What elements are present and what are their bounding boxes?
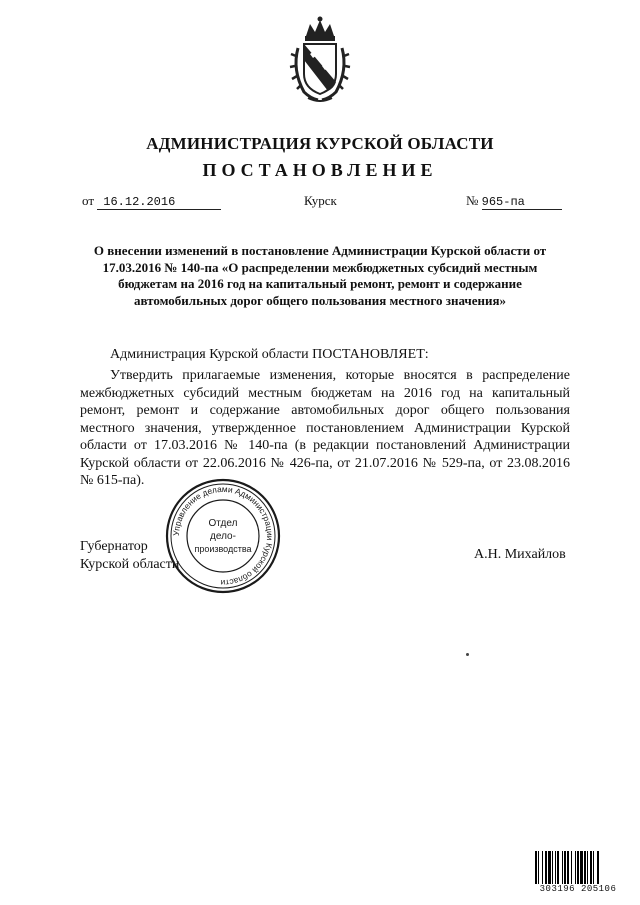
decree-paragraph: Утвердить прилагаемые изменения, которые вносятся в распределение межбюджетных субсидий местным бюджетам на 2016 год на капитальный ремонт, ремонт и содержание автомобильных дорог общего пользования местного значения, утвержденное постановлением Администрации Курской области от 17.03.2016 № 140-па (в редакции постановлений Администрации Курской области от 22.06.2016 № 426-па, от 21.07.2016 № 529-па, от 23.08.2016 № 615-па). xyxy=(80,368,570,488)
date-value: 16.12.2016 xyxy=(97,195,221,210)
organization-heading: АДМИНИСТРАЦИЯ КУРСКОЙ ОБЛАСТИ xyxy=(146,134,494,153)
barcode-bar xyxy=(580,851,583,885)
stamp-line-3: производства xyxy=(194,544,252,554)
barcode-bar xyxy=(564,851,566,885)
barcode-bar xyxy=(575,851,576,885)
barcode-bar xyxy=(584,851,586,885)
barcode-bar xyxy=(593,851,594,885)
barcode-bar xyxy=(577,851,579,885)
signatory-name: А.Н. Михайлов xyxy=(474,547,566,562)
date-prefix: от xyxy=(82,193,95,208)
barcode-bar xyxy=(542,851,543,885)
barcode-bar xyxy=(571,851,572,885)
barcode-bar xyxy=(562,851,563,885)
document-title: О внесении изменений в постановление Администрации Курской области от 17.03.2016 № 140-па «О распределении межбюджетных субсидий местным бюджетам на 2016 год на капитальный ремонт, ремонт и содержание автомобильных дорог общего пользования местного значения» xyxy=(93,243,547,308)
barcode-bar xyxy=(545,851,547,885)
city-name: Курск xyxy=(304,193,337,208)
barcode-bar xyxy=(535,851,537,885)
intro-paragraph: Администрация Курской области ПОСТАНОВЛЯЕТ: xyxy=(110,347,429,362)
coat-of-arms-emblem xyxy=(288,14,352,102)
barcode-bar xyxy=(548,851,551,885)
date-field xyxy=(82,193,221,210)
stamp-line-1: Отдел xyxy=(208,518,238,529)
number-value: 965-па xyxy=(482,195,562,210)
barcode-bar xyxy=(597,851,599,885)
barcode-bar xyxy=(557,851,559,885)
barcode-bar xyxy=(552,851,553,885)
barcode-number: 303196 205106 xyxy=(533,884,623,894)
position-line-1: Губернатор xyxy=(80,539,148,554)
office-stamp xyxy=(163,476,283,596)
barcode-bar xyxy=(538,851,539,885)
position-line-2: Курской области xyxy=(80,557,180,572)
barcode-bar xyxy=(555,851,556,885)
barcode-bar xyxy=(567,851,569,885)
stamp-line-2: дело- xyxy=(210,531,236,542)
number-prefix: № xyxy=(466,193,479,208)
barcode-bar xyxy=(587,851,588,885)
number-field xyxy=(466,193,562,210)
scan-mark xyxy=(466,653,469,656)
stamp-ring-text: Управление делами Администрации Курской области xyxy=(170,483,276,589)
barcode-bar xyxy=(590,851,592,885)
document-type-heading: ПОСТАНОВЛЕНИЕ xyxy=(202,160,438,180)
